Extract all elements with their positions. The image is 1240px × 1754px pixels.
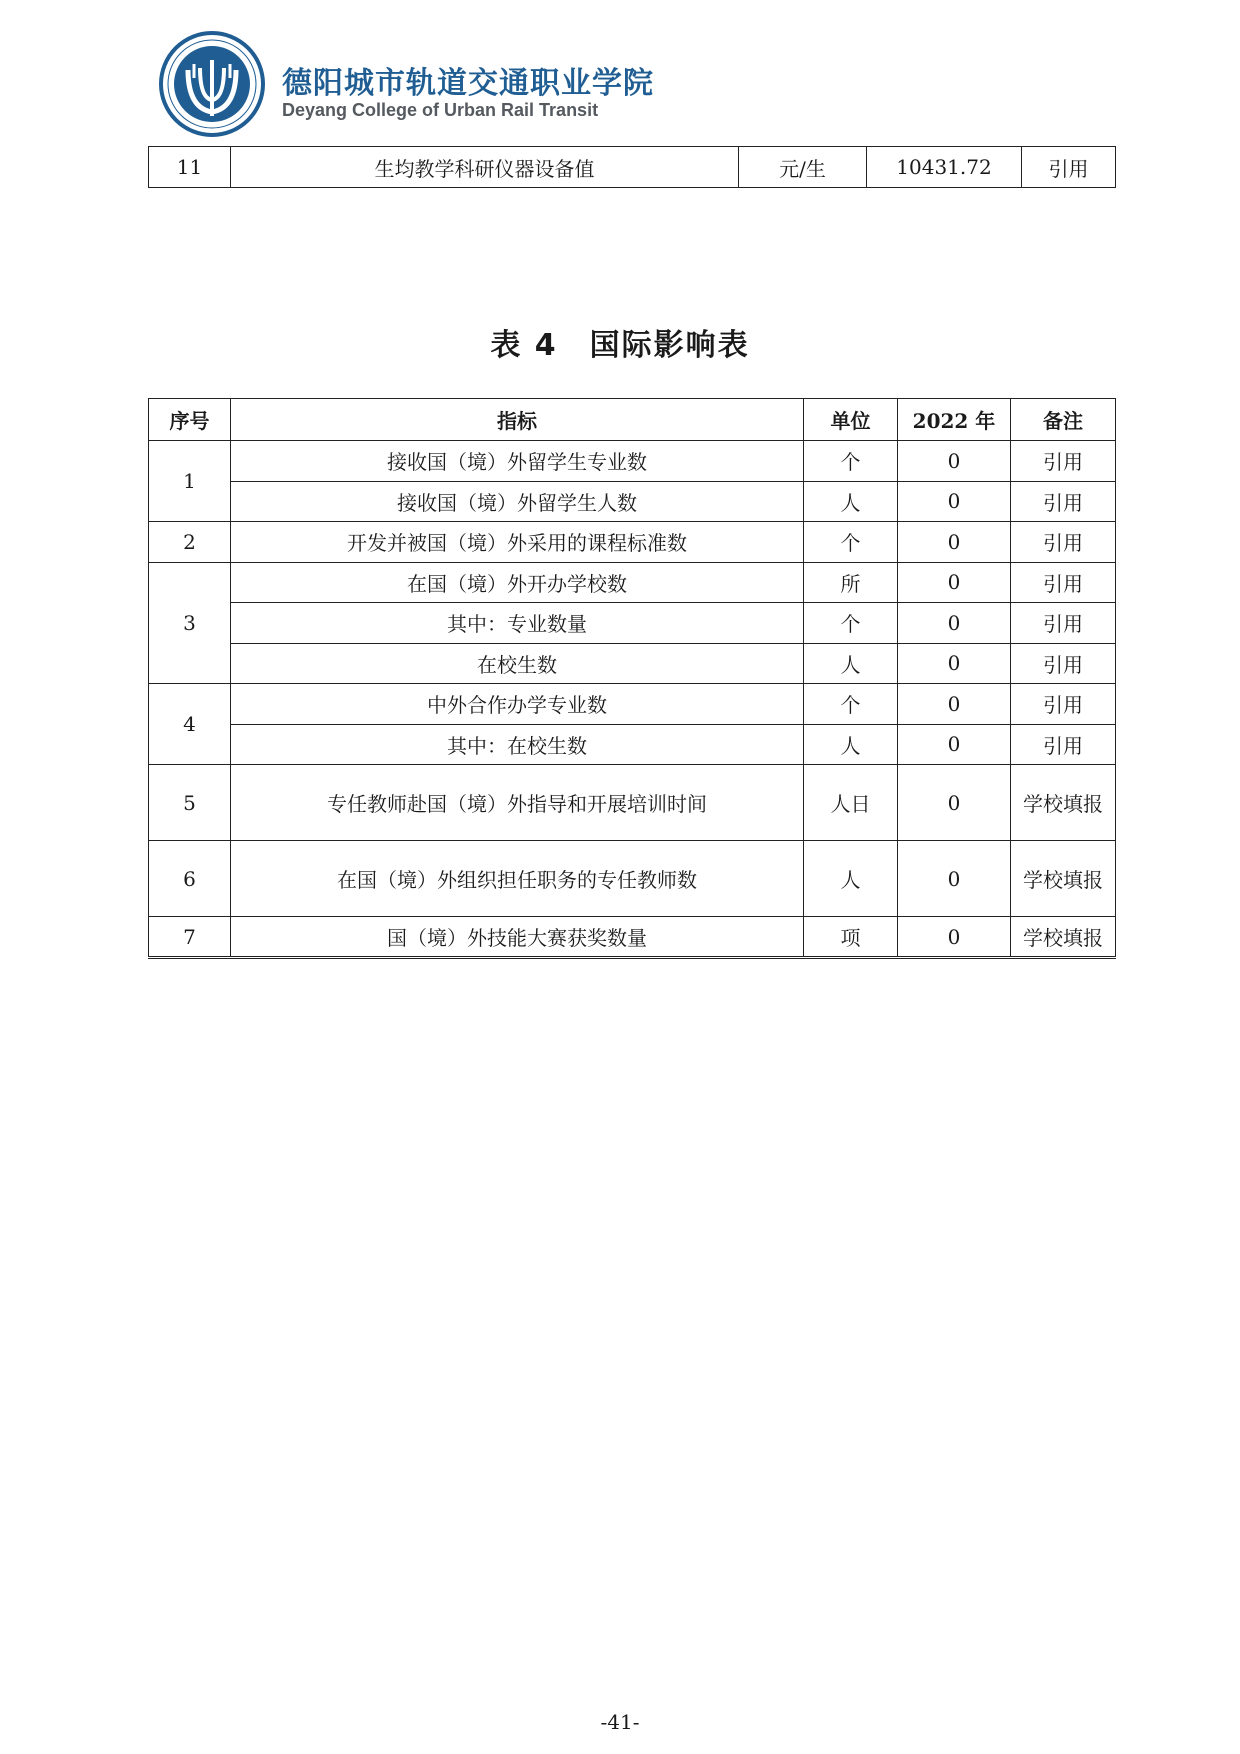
header-year: 2022 年 <box>898 399 1011 441</box>
remark-cell: 引用 <box>1022 147 1116 188</box>
indicator-cell: 接收国（境）外留学生专业数 <box>231 441 804 482</box>
indicator-cell: 开发并被国（境）外采用的课程标准数 <box>231 522 804 563</box>
unit-cell: 个 <box>804 441 898 482</box>
remark-cell: 引用 <box>1011 522 1116 563</box>
unit-cell: 人 <box>804 643 898 684</box>
remark-cell: 引用 <box>1011 684 1116 725</box>
college-emblem-icon <box>158 30 266 138</box>
unit-cell: 所 <box>804 562 898 603</box>
remark-cell: 引用 <box>1011 441 1116 482</box>
table-row <box>149 917 1116 958</box>
header-no: 序号 <box>149 399 231 441</box>
table-row <box>149 147 1116 188</box>
table-row <box>149 684 1116 725</box>
remark-cell: 学校填报 <box>1011 841 1116 917</box>
carry-over-table <box>148 146 1116 188</box>
table-row <box>149 643 1116 684</box>
value-cell: 0 <box>898 562 1011 603</box>
school-name-en: Deyang College of Urban Rail Transit <box>282 100 599 120</box>
table-row <box>149 841 1116 917</box>
remark-cell: 引用 <box>1011 481 1116 522</box>
row-number: 1 <box>149 441 231 522</box>
unit-cell: 人 <box>804 724 898 765</box>
indicator-cell: 生均教学科研仪器设备值 <box>231 147 739 188</box>
indicator-cell: 接收国（境）外留学生人数 <box>231 481 804 522</box>
indicator-cell: 其中：专业数量 <box>231 603 804 644</box>
unit-cell: 个 <box>804 522 898 563</box>
value-cell: 0 <box>898 684 1011 725</box>
unit-cell: 个 <box>804 684 898 725</box>
row-number: 11 <box>149 147 231 188</box>
value-cell: 0 <box>898 441 1011 482</box>
remark-cell: 学校填报 <box>1011 765 1116 841</box>
page-header <box>158 30 1108 142</box>
header-indicator: 指标 <box>231 399 804 441</box>
value-cell: 0 <box>898 481 1011 522</box>
table-row <box>149 481 1116 522</box>
value-cell: 0 <box>898 917 1011 958</box>
remark-cell: 引用 <box>1011 724 1116 765</box>
remark-cell: 引用 <box>1011 562 1116 603</box>
value-cell: 0 <box>898 841 1011 917</box>
indicator-cell: 国（境）外技能大赛获奖数量 <box>231 917 804 958</box>
unit-cell: 项 <box>804 917 898 958</box>
unit-cell: 人 <box>804 481 898 522</box>
value-cell: 0 <box>898 522 1011 563</box>
value-cell: 0 <box>898 724 1011 765</box>
indicator-cell: 在国（境）外开办学校数 <box>231 562 804 603</box>
row-number: 5 <box>149 765 231 841</box>
value-cell: 10431.72 <box>867 147 1022 188</box>
indicator-cell: 专任教师赴国（境）外指导和开展培训时间 <box>231 765 804 841</box>
row-number: 4 <box>149 684 231 765</box>
header-unit: 单位 <box>804 399 898 441</box>
unit-cell: 人 <box>804 841 898 917</box>
header-remark: 备注 <box>1011 399 1116 441</box>
row-number: 3 <box>149 562 231 684</box>
international-influence-table <box>148 398 1116 959</box>
table-row <box>149 522 1116 563</box>
unit-cell: 人日 <box>804 765 898 841</box>
table-row <box>149 603 1116 644</box>
indicator-cell: 其中：在校生数 <box>231 724 804 765</box>
table-row <box>149 441 1116 482</box>
row-number: 7 <box>149 917 231 958</box>
value-cell: 0 <box>898 643 1011 684</box>
table-row <box>149 562 1116 603</box>
value-cell: 0 <box>898 603 1011 644</box>
page-number: -41- <box>600 1710 640 1734</box>
row-number: 6 <box>149 841 231 917</box>
table-row <box>149 765 1116 841</box>
remark-cell: 引用 <box>1011 643 1116 684</box>
unit-cell: 元/生 <box>739 147 867 188</box>
table-row <box>149 724 1116 765</box>
school-name-cn: 德阳城市轨道交通职业学院 <box>282 66 654 101</box>
unit-cell: 个 <box>804 603 898 644</box>
indicator-cell: 中外合作办学专业数 <box>231 684 804 725</box>
value-cell: 0 <box>898 765 1011 841</box>
indicator-cell: 在国（境）外组织担任职务的专任教师数 <box>231 841 804 917</box>
table-header-row <box>149 399 1116 441</box>
remark-cell: 引用 <box>1011 603 1116 644</box>
remark-cell: 学校填报 <box>1011 917 1116 958</box>
table-title: 表 4 国际影响表 <box>490 328 750 363</box>
indicator-cell: 在校生数 <box>231 643 804 684</box>
row-number: 2 <box>149 522 231 563</box>
